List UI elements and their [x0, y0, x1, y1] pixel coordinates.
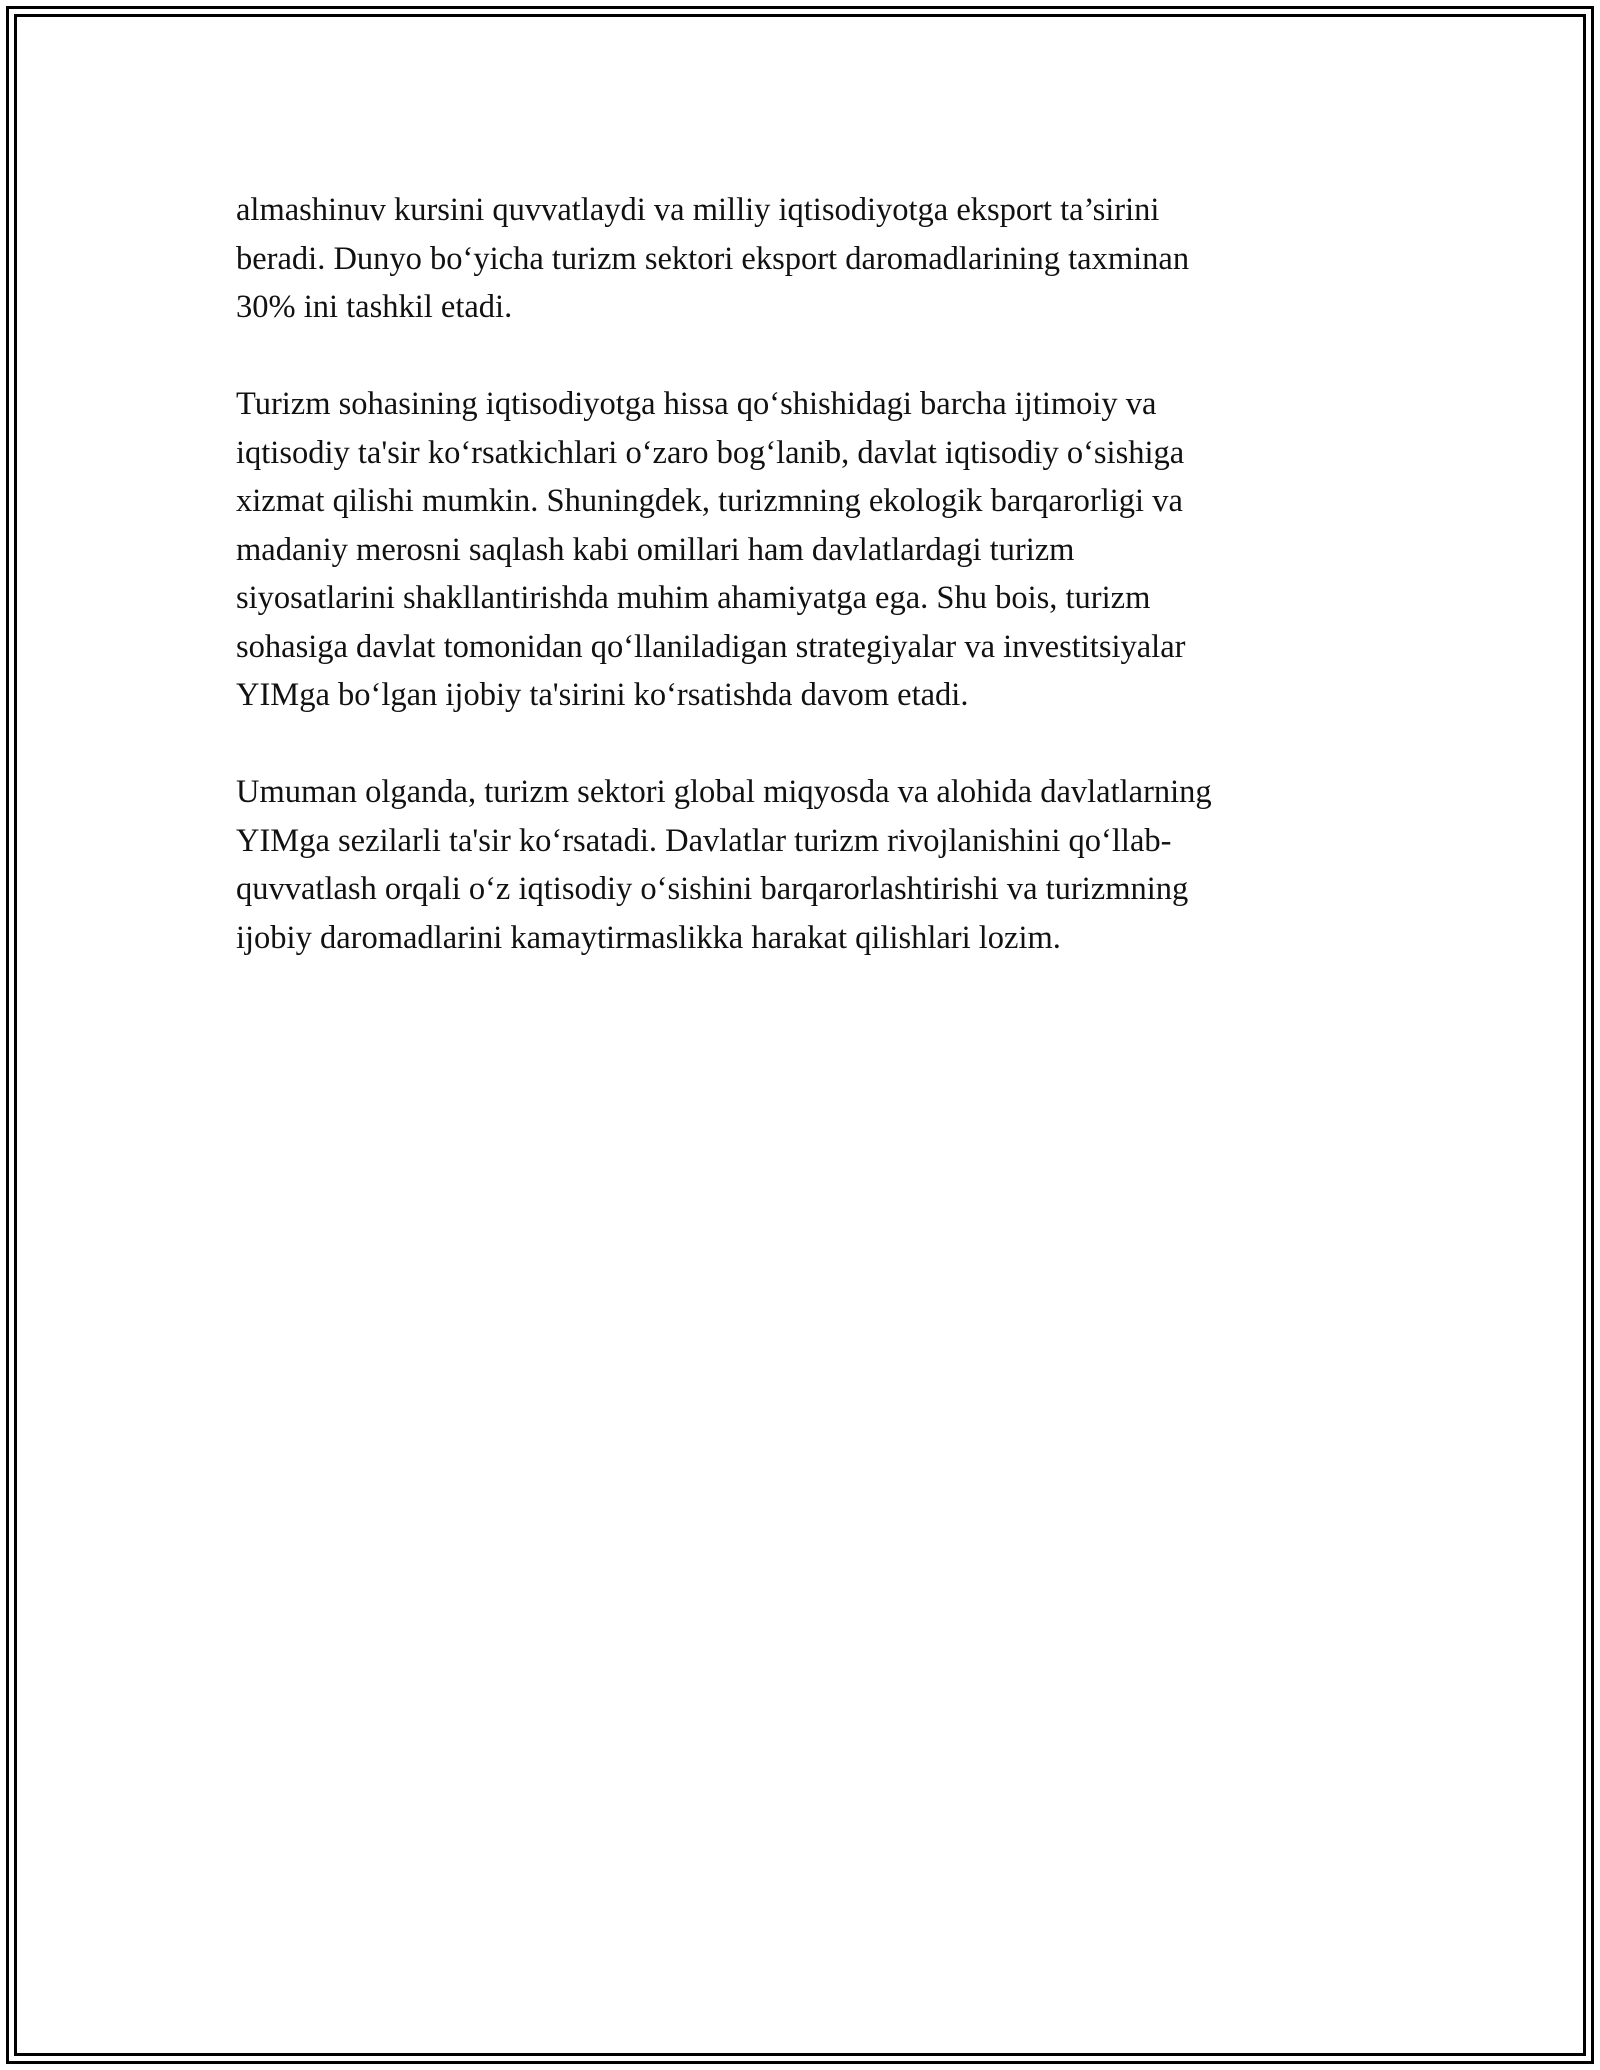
- paragraph-1: almashinuv kursini quvvatlaydi va milliy iqtisodiyotga eksport ta’sirini beradi. Dunyo bo‘yicha turizm sektori eksport daromadlarining taxminan 30% ini tashkil etadi.: [236, 192, 1190, 325]
- paragraph-3: Umuman olganda, turizm sektori global miqyosda va alohida davlatlarning YIMga sezilarli ta'sir ko‘rsatadi. Davlatlar turizm rivojlanishini qo‘llab- quvvatlash orqali o‘z iqtisodiy o‘sishini barqarorlashtirishi va turizmning ijobiy daromadlarini kamaytirmaslikka harakat qilishlari lozim.: [236, 774, 1212, 956]
- paragraph-2: Turizm sohasining iqtisodiyotga hissa qo‘shishidagi barcha ijtimoiy va iqtisodiy ta'sir ko‘rsatkichlari o‘zaro bog‘lanib, davlat iqtisodiy o‘sishiga xizmat qilishi mumkin. Shuningdek, turizmning ekologik barqarorligi va madaniy merosni saqlash kabi omillari ham davlatlardagi turizm siyosatlarini shakllantirishda muhim ahamiyatga ega. Shu bois, turizm sohasiga davlat tomonidan qo‘llaniladigan strategiyalar va investitsiyalar YIMga bo‘lgan ijobiy ta'sirini ko‘rsatishda davom etadi.: [236, 386, 1186, 713]
- document-body: [236, 186, 1366, 1011]
